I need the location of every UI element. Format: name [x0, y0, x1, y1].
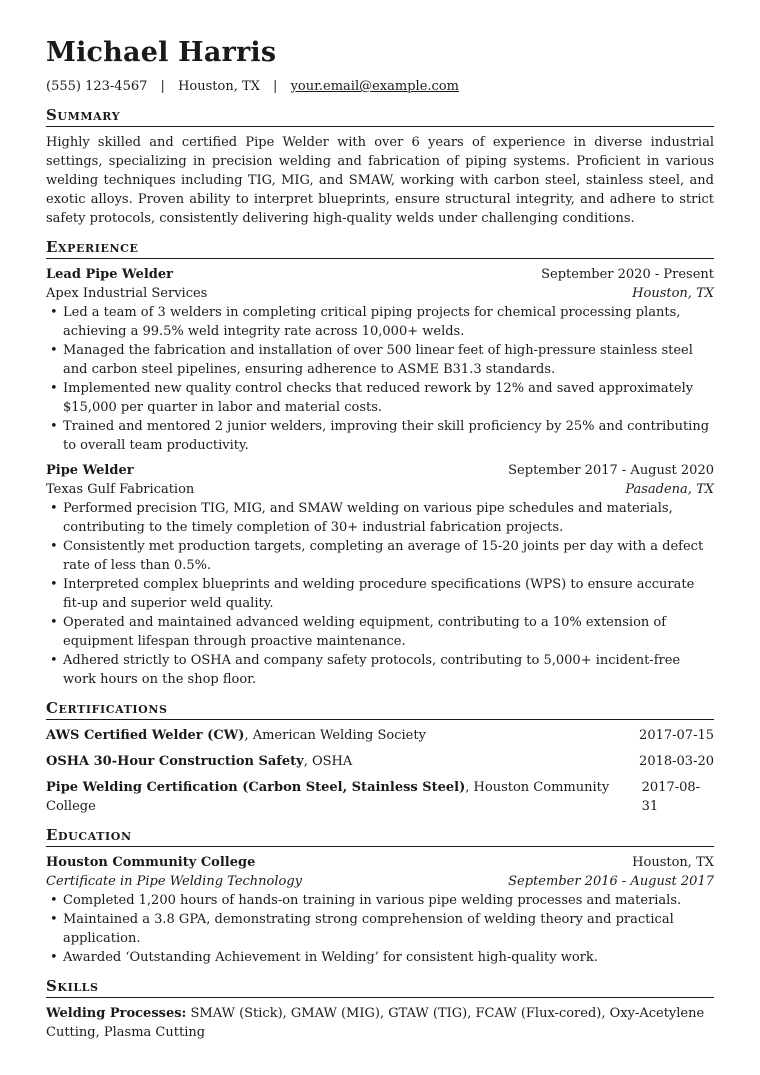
list-item: • Interpreted complex blueprints and welding procedure specifications (WPS) to ensure accurate fit-up and superior weld quality.: [46, 575, 714, 613]
school-location: Houston, TX: [632, 855, 714, 870]
skills-text: SMAW (Stick), GMAW (MIG), GTAW (TIG), FCAW (Flux-cored), Oxy-Acetylene Cutting, Plasma Cutting: [46, 1006, 705, 1040]
job-dates: September 2020 - Present: [541, 267, 714, 282]
certification-text: [46, 778, 642, 816]
section-title-summary: Summary: [46, 106, 714, 127]
skills-label: Welding Processes:: [46, 1006, 187, 1021]
school-name: Houston Community College: [46, 855, 256, 870]
job-header: [46, 461, 714, 480]
section-title-education: Education: [46, 826, 714, 847]
email-link[interactable]: your.email@example.com: [290, 79, 459, 94]
certification-text: [46, 726, 426, 745]
certification-issuer: , Houston Community College: [46, 780, 610, 814]
list-item: • Awarded ‘Outstanding Achievement in Welding’ for consistent high-quality work.: [46, 948, 714, 967]
certification-date: 2017-08-31: [641, 780, 701, 814]
list-item: • Maintained a 3.8 GPA, demonstrating strong comprehension of welding theory and practical application.: [46, 910, 714, 948]
education-header: [46, 853, 714, 872]
education-dates: September 2016 - August 2017: [508, 874, 714, 889]
separator: |: [160, 79, 165, 94]
contact-line: [46, 78, 714, 96]
job-entry: [46, 461, 714, 689]
candidate-name: Michael Harris: [46, 37, 277, 68]
job-role: Pipe Welder: [46, 463, 134, 478]
list-item: • Implemented new quality control checks that reduced rework by 12% and saved approximately $15,000 per quarter in labor and material costs.: [46, 379, 714, 417]
certification-text: [46, 752, 352, 771]
certification-row: [46, 778, 714, 816]
job-company: Apex Industrial Services: [46, 286, 208, 301]
certification-row: [46, 752, 714, 771]
list-item: • Led a team of 3 welders in completing critical piping projects for chemical processing plants, achieving a 99.5% weld integrity rate across 10,000+ welds.: [46, 303, 714, 341]
education-subheader: [46, 872, 714, 891]
job-subheader: [46, 480, 714, 499]
certification-name: Pipe Welding Certification (Carbon Steel, Stainless Steel): [46, 780, 466, 795]
list-item: • Performed precision TIG, MIG, and SMAW welding on various pipe schedules and materials, contributing to the timely completion of 30+ industrial fabrication projects.: [46, 499, 714, 537]
list-item: • Adhered strictly to OSHA and company safety protocols, contributing to 5,000+ incident-free work hours on the shop floor.: [46, 651, 714, 689]
job-location: Pasadena, TX: [625, 482, 714, 497]
certification-date: 2018-03-20: [639, 754, 714, 769]
program-name: Certificate in Pipe Welding Technology: [46, 874, 303, 889]
location: Houston, TX: [178, 79, 260, 94]
list-item: • Operated and maintained advanced welding equipment, contributing to a 10% extension of equipment lifespan through proactive maintenance.: [46, 613, 714, 651]
certification-issuer: , OSHA: [303, 754, 353, 769]
list-item: • Consistently met production targets, completing an average of 15-20 joints per day with a defect rate of less than 0.5%.: [46, 537, 714, 575]
section-title-experience: Experience: [46, 238, 714, 259]
skills-line: [46, 1004, 714, 1042]
certification-name: AWS Certified Welder (CW): [46, 728, 245, 743]
certification-name: OSHA 30-Hour Construction Safety: [46, 754, 304, 769]
section-title-skills: Skills: [46, 977, 714, 998]
certification-row: [46, 726, 714, 745]
job-location: Houston, TX: [632, 286, 714, 301]
summary-text: Highly skilled and certified Pipe Welder with over 6 years of experience in diverse industrial settings, specializing in precision welding and fabrication of piping systems. Proficient in various welding techniques including TIG, MIG, and SMAW, working with carbon steel, stainless steel, and exotic alloys. Proven ability to interpret blueprints, ensure structural integrity, and adhere to strict safety protocols, consistently delivering high-quality welds under challenging conditions.: [46, 135, 714, 226]
certification-issuer: , American Welding Society: [244, 728, 426, 743]
list-item: • Managed the fabrication and installation of over 500 linear feet of high-pressure stainless steel and carbon steel pipelines, ensuring adherence to ASME B31.3 standards.: [46, 341, 714, 379]
job-dates: September 2017 - August 2020: [508, 463, 714, 478]
list-item: • Trained and mentored 2 junior welders, improving their skill proficiency by 25% and contributing to overall team productivity.: [46, 417, 714, 455]
phone-number: (555) 123-4567: [46, 79, 148, 94]
section-title-certifications: Certifications: [46, 699, 714, 720]
job-entry: [46, 265, 714, 455]
job-bullets: [46, 499, 714, 689]
separator: |: [273, 79, 278, 94]
education-bullets: [46, 891, 714, 967]
list-item: • Completed 1,200 hours of hands-on training in various pipe welding processes and materials.: [46, 891, 714, 910]
job-bullets: [46, 303, 714, 455]
job-subheader: [46, 284, 714, 303]
job-role: Lead Pipe Welder: [46, 267, 174, 282]
job-header: [46, 265, 714, 284]
job-company: Texas Gulf Fabrication: [46, 482, 195, 497]
certification-date: 2017-07-15: [639, 728, 714, 743]
